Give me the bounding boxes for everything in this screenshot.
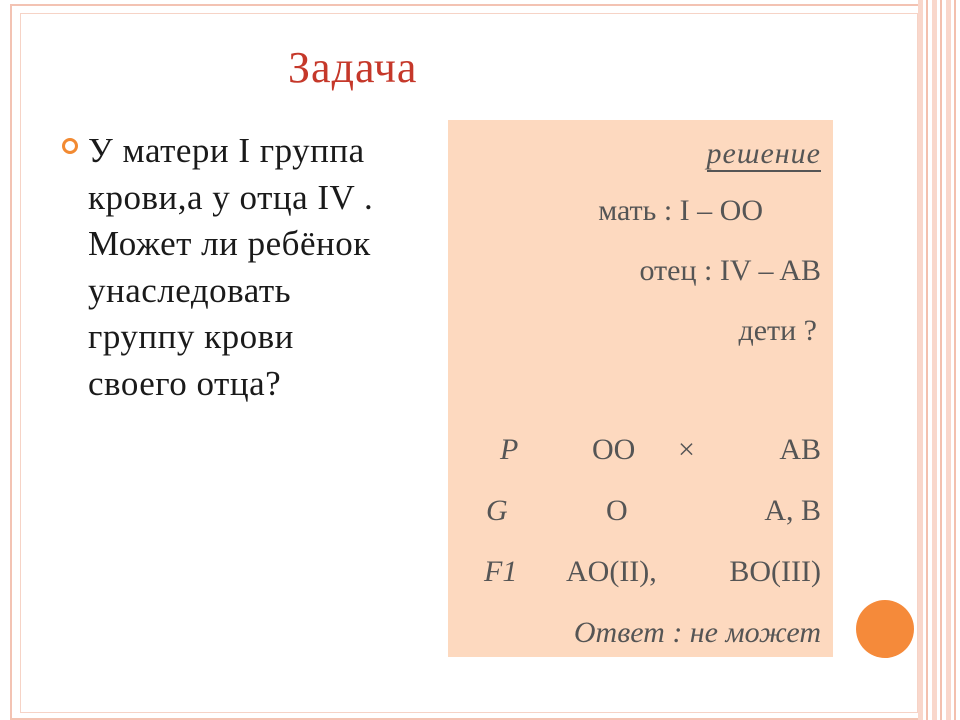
- decorative-circle: [856, 600, 914, 658]
- solution-heading: решение: [706, 137, 821, 170]
- problem-line: группу крови: [88, 317, 294, 356]
- cross-symbol: ×: [678, 433, 695, 466]
- g-mother: O: [606, 494, 628, 527]
- problem-line: унаследовать: [88, 270, 292, 310]
- p-mother: OO: [592, 433, 636, 466]
- p-father: AB: [779, 433, 821, 466]
- p-label: P: [500, 433, 519, 466]
- decorative-stripes: [918, 0, 960, 720]
- g-label: G: [486, 494, 508, 527]
- answer-text: Ответ : не может: [573, 616, 821, 649]
- f1-label: F1: [484, 555, 518, 588]
- problem-line: крови,а у отца IV .: [88, 177, 374, 217]
- father-genotype: отец : IV – AB: [639, 254, 821, 287]
- children-question: дети ?: [738, 314, 817, 347]
- bullet-icon: [62, 138, 78, 154]
- g-father: A, B: [764, 494, 821, 527]
- f1-child-b: BO(III): [729, 555, 821, 588]
- slide-title: Задача: [288, 43, 418, 92]
- f1-child-a: AO(II),: [566, 555, 657, 588]
- solution-panel: [448, 120, 833, 657]
- problem-line: У матери I группа: [88, 131, 365, 170]
- problem-text: [88, 128, 448, 407]
- mother-genotype: мать : I – OO: [598, 194, 763, 227]
- problem-line: своего отца?: [88, 363, 282, 403]
- problem-line: Может ли ребёнок: [88, 224, 371, 263]
